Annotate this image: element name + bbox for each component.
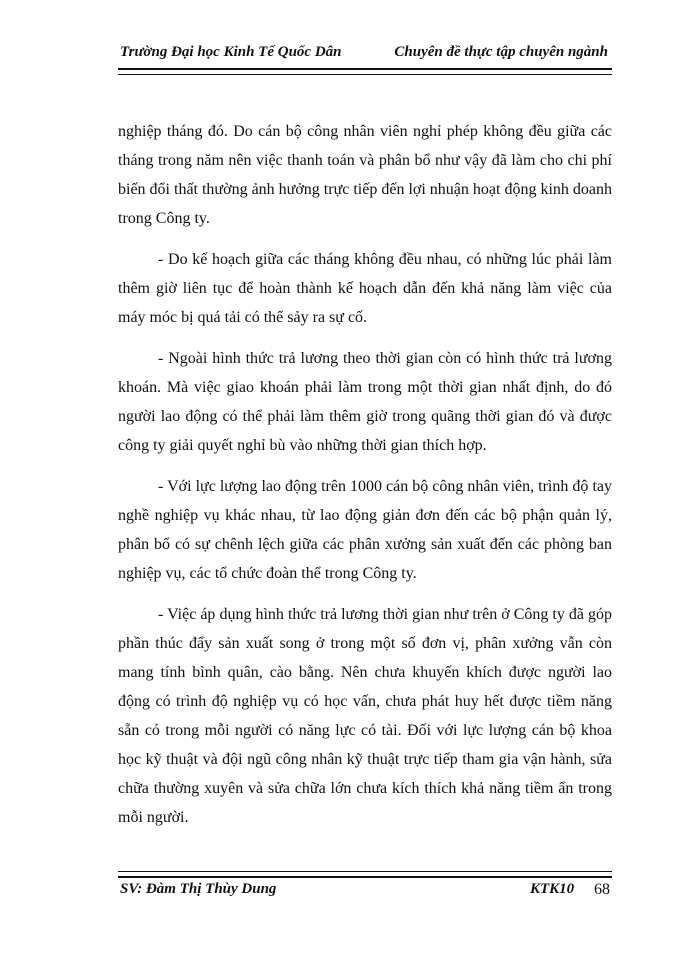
page-footer — [118, 881, 612, 903]
footer-class-code: KTK10 — [530, 881, 575, 897]
header-school-name: Trường Đại học Kinh Tế Quốc Dân — [120, 44, 342, 60]
page-body — [118, 117, 612, 844]
paragraph-bullet-piecework: - Ngoài hình thức trả lương theo thời gian còn có hình thức trả lương khoán. Mà việc giao khoán phải làm trong một thời gian nhất định, do đó người lao động có thể phải làm thêm giờ trong quãng thời gian đó và được công ty giải quyết nghỉ bù vào những thời gian thích hợp. — [118, 350, 612, 454]
footer-student-name: SV: Đàm Thị Thùy Dung — [120, 881, 277, 897]
footer-divider — [118, 871, 612, 878]
header-divider — [118, 68, 612, 75]
paragraph-continuation: nghiệp tháng đó. Do cán bộ công nhân viên nghỉ phép không đều giữa các tháng trong năm nên việc thanh toán và phân bổ như vậy đã làm cho chi phí biến đổi thất thường ảnh hưởng trực tiếp đến lợi nhuận hoạt động kinh doanh trong Công ty. — [118, 123, 612, 227]
paragraph-bullet-workforce: - Với lực lượng lao động trên 1000 cán bộ công nhân viên, trình độ tay nghề nghiệp vụ khác nhau, từ lao động giản đơn đến các bộ phận quản lý, phân bổ có sự chênh lệch giữa các phân xưởng sản xuất đến các phòng ban nghiệp vụ, các tổ chức đoàn thể trong Công ty. — [118, 478, 612, 582]
page-number: 68 — [594, 881, 610, 898]
page-header — [118, 44, 610, 66]
paragraph-bullet-time-wage: - Việc áp dụng hình thức trả lương thời gian như trên ở Công ty đã góp phần thúc đẩy sản xuất song ở trong một số đơn vị, phân xưởng vẫn còn mang tính bình quân, cào bằng. Nên chưa khuyến khích được người lao động có trình độ nghiệp vụ có học vấn, chưa phát huy hết được tiềm năng sẵn có trong mỗi người có năng lực có tài. Đối với lực lượng cán bộ khoa học kỹ thuật và đội ngũ công nhân kỹ thuật trực tiếp tham gia vận hành, sửa chữa thường xuyên và sửa chữa lớn chưa kích thích khả năng tiềm ẩn trong mỗi người. — [118, 606, 612, 826]
header-document-type: Chuyên đề thực tập chuyên ngành — [394, 44, 608, 60]
paragraph-bullet-plan: - Do kế hoạch giữa các tháng không đều nhau, có những lúc phải làm thêm giờ liên tục để hoàn thành kế hoạch dẫn đến khả năng làm việc của máy móc bị quá tải có thể sảy ra sự cố. — [118, 251, 612, 326]
